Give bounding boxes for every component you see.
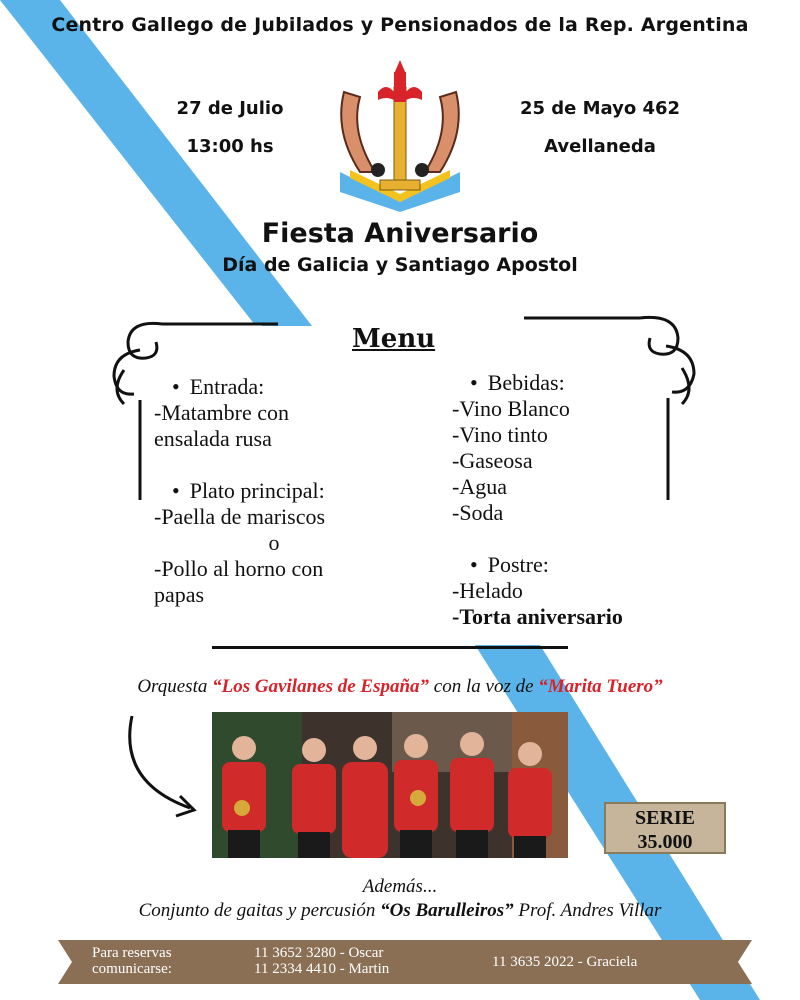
menu-item: -Soda xyxy=(452,500,504,525)
menu-or-separator: o xyxy=(268,530,280,555)
menu-item: -Helado xyxy=(452,578,523,603)
menu-category-postre: • Postre: xyxy=(470,552,692,578)
contact-label xyxy=(92,945,172,977)
contact-phone-graciela[interactable]: 11 3635 2022 - Graciela xyxy=(492,954,638,970)
price-label: SERIE xyxy=(634,807,696,829)
menu-item: -Agua xyxy=(452,474,507,499)
price-value: 35.000 xyxy=(637,831,693,853)
contact-phone-martin[interactable]: 11 2334 4410 - Martin xyxy=(254,961,390,977)
menu-category-bebidas: • Bebidas: xyxy=(470,370,692,396)
orquesta-line xyxy=(0,676,800,698)
menu-left-column xyxy=(154,374,394,608)
menu-divider xyxy=(212,646,568,649)
menu-item: -Gaseosa xyxy=(452,448,533,473)
address-city: Avellaneda xyxy=(544,136,656,157)
menu-item: -Pollo al horno con xyxy=(154,556,324,581)
menu-item: -Vino tinto xyxy=(452,422,548,447)
ademas-text: Además... xyxy=(362,876,438,897)
price-badge xyxy=(604,802,726,854)
menu-right-column xyxy=(452,370,692,630)
conjunto-line xyxy=(0,900,800,922)
menu-item: ensalada rusa xyxy=(154,426,272,451)
menu-item: -Paella de mariscos xyxy=(154,504,326,529)
orquesta-prefix: Orquesta xyxy=(137,676,213,697)
organization-title: Centro Gallego de Jubilados y Pensionados de la Rep. Argentina xyxy=(51,14,749,36)
curved-arrow-icon xyxy=(118,712,208,822)
contact-phone-oscar[interactable]: 11 3652 3280 - Oscar xyxy=(254,945,384,961)
menu-item: -Vino Blanco xyxy=(452,396,570,421)
contact-ribbon xyxy=(58,940,752,984)
contact-label-line2: comunicarse: xyxy=(92,961,172,977)
orquesta-middle: con la voz de xyxy=(429,676,539,697)
menu-category-entrada: • Entrada: xyxy=(172,374,394,400)
address-street: 25 de Mayo 462 xyxy=(519,98,681,119)
singer-name: “Marita Tuero” xyxy=(538,676,663,697)
event-time: 13:00 hs xyxy=(186,136,274,157)
conjunto-suffix: Prof. Andres Villar xyxy=(513,900,662,921)
contact-label-line1: Para reservas xyxy=(92,945,172,961)
band-photo xyxy=(212,712,568,858)
event-address xyxy=(500,90,700,166)
fiesta-title: Fiesta Aniversario xyxy=(261,218,539,249)
event-date-time xyxy=(130,90,330,166)
conjunto-name: “Os Barulleiros” xyxy=(380,900,514,921)
menu-item: papas xyxy=(154,582,205,607)
fiesta-subtitle: Día de Galicia y Santiago Apostol xyxy=(222,254,578,276)
event-date: 27 de Julio xyxy=(176,98,284,119)
menu-title: Menu xyxy=(352,324,436,354)
menu-item: -Matambre con xyxy=(154,400,289,425)
contact-phones-left xyxy=(254,945,389,977)
menu-item: -Torta aniversario xyxy=(452,604,623,629)
band-name: “Los Gavilanes de España” xyxy=(212,676,430,697)
conjunto-prefix: Conjunto de gaitas y percusión xyxy=(138,900,381,921)
menu-category-plato-principal: • Plato principal: xyxy=(172,478,394,504)
santiago-cross-logo xyxy=(330,52,470,212)
